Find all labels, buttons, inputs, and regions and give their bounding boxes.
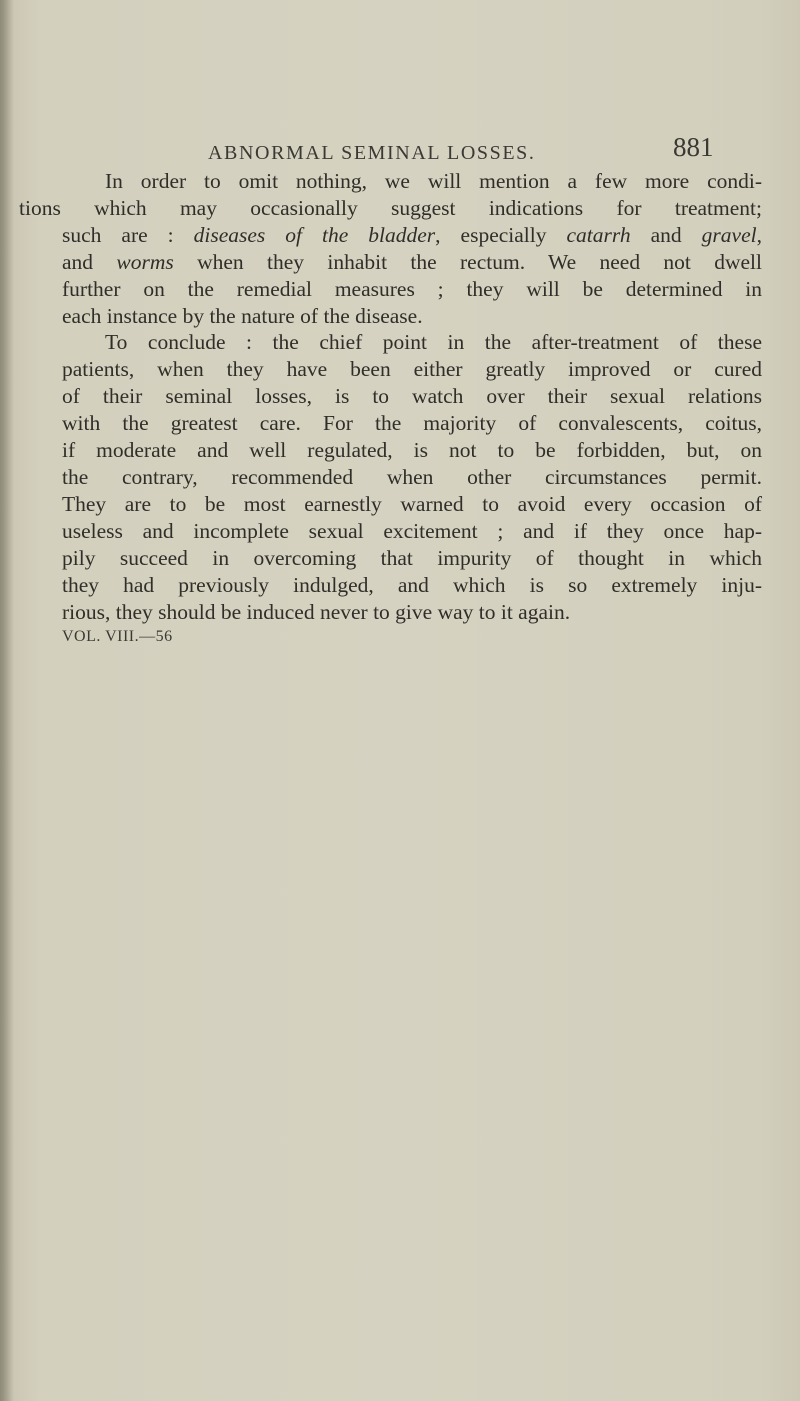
text-run: and <box>630 222 702 247</box>
italic-term: gravel <box>701 222 757 247</box>
text-line: if moderate and well regulated, is not to be forbidden, but, on <box>62 438 762 463</box>
text-line: the contrary, recommended when other circumstances permit. <box>62 464 762 489</box>
paragraph-2 <box>62 329 762 625</box>
spine-shadow <box>0 0 14 1401</box>
text-run: when they inhabit the rectum. We need not dwell <box>173 249 762 274</box>
text-line: patients, when they have been either greatly improved or cured <box>62 357 762 382</box>
text-line: pily succeed in overcoming that impurity of thought in which <box>62 545 762 570</box>
text-line: of their seminal losses, is to watch over their sexual relations <box>62 384 762 409</box>
italic-term: worms <box>116 249 174 274</box>
body-text <box>19 168 762 625</box>
volume-signature: VOL. VIII.—56 <box>62 628 173 645</box>
running-head: ABNORMAL SEMINAL LOSSES. <box>208 142 536 164</box>
text-line: rious, they should be induced never to give way to it again. <box>62 599 571 624</box>
italic-term: catarrh <box>566 222 631 247</box>
text-run: , <box>756 222 762 247</box>
text-line: they had previously indulged, and which is so extremely inju- <box>62 572 762 597</box>
page-number: 881 <box>673 132 714 162</box>
text-line <box>19 222 762 249</box>
text-line: tions which may occasionally suggest indications for treatment; <box>19 195 762 220</box>
italic-term: diseases of the bladder <box>193 222 436 247</box>
text-run: and <box>62 249 117 274</box>
text-line: further on the remedial measures ; they will be determined in <box>62 276 762 301</box>
text-line <box>19 249 762 276</box>
text-line: with the greatest care. For the majority of convalescents, coitus, <box>62 411 762 436</box>
text-line: In order to omit nothing, we will mention a few more condi- <box>105 169 762 193</box>
text-line: each instance by the nature of the disease. <box>62 303 423 328</box>
text-line: They are to be most earnestly warned to avoid every occasion of <box>62 491 762 516</box>
paragraph-1 <box>19 168 762 329</box>
text-run: , especially <box>435 222 567 247</box>
text-line: To conclude : the chief point in the after-treatment of these <box>105 330 762 355</box>
text-line: useless and incomplete sexual excitement ; and if they once hap- <box>62 518 762 543</box>
text-run: such are : <box>62 222 194 247</box>
